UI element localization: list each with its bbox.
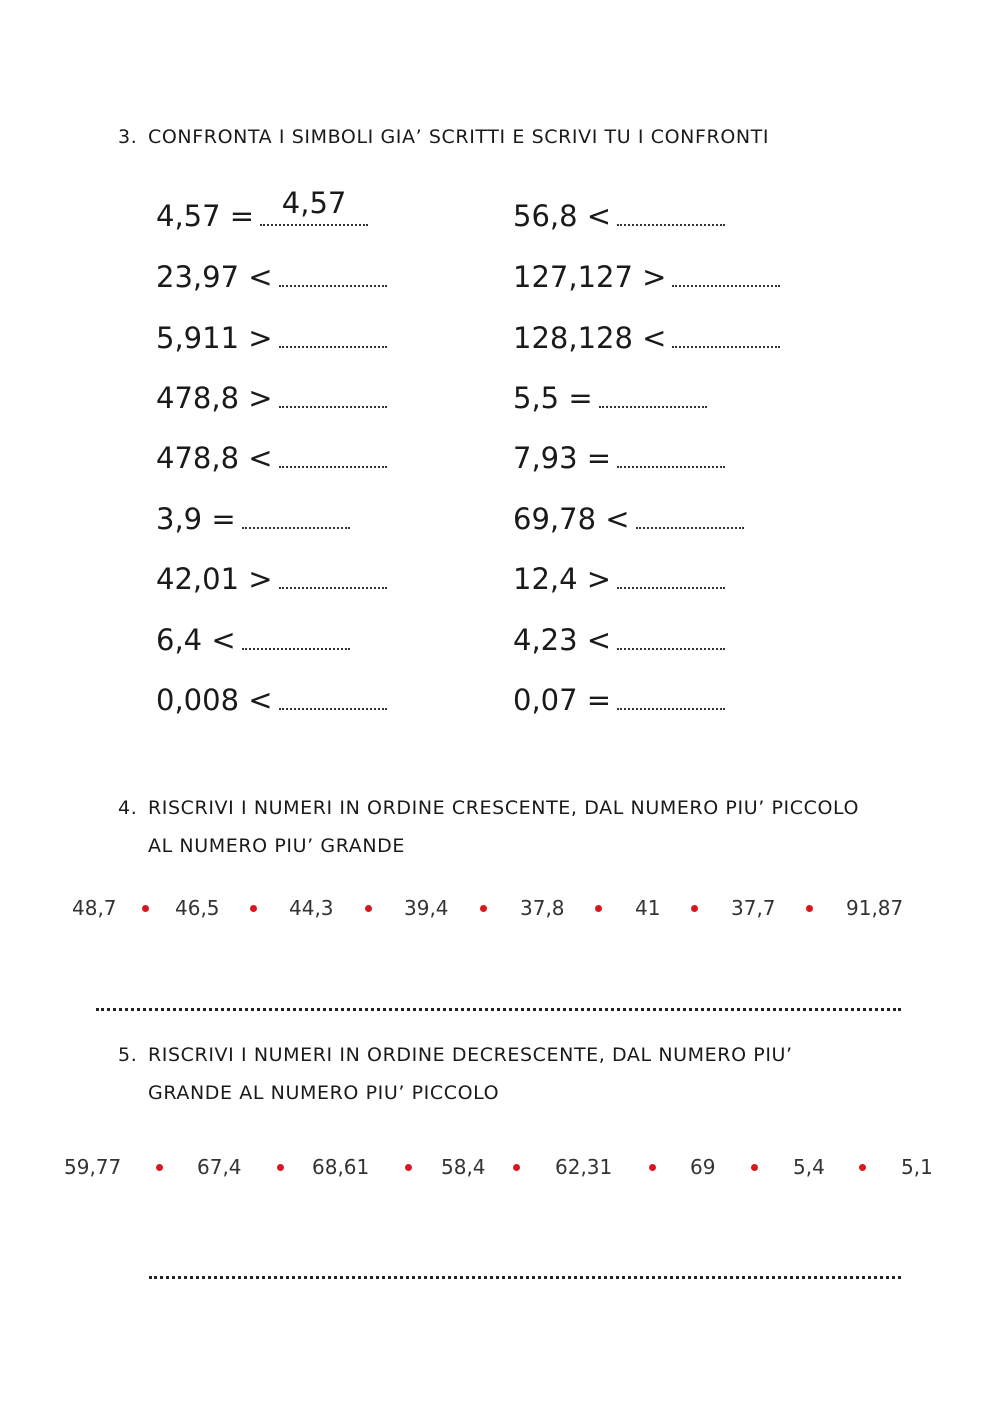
comparison-expression: 56,8 < (513, 199, 612, 233)
comparison-expression: 42,01 > (156, 562, 273, 596)
bullet-dot (405, 1164, 412, 1171)
exercise-5-title-line1: RISCRIVI I NUMERI IN ORDINE DECRESCENTE, DAL NUMERO PIU’ (148, 1044, 793, 1066)
bullet-dot (595, 905, 602, 912)
comparison-expression: 12,4 > (513, 562, 612, 596)
answer-blank (279, 378, 387, 408)
bullet-dot (250, 905, 257, 912)
exercise-4-title-line2: AL NUMERO PIU’ GRANDE (148, 835, 405, 857)
answer-input[interactable] (617, 551, 725, 585)
comparison-expression: 478,8 > (156, 381, 273, 415)
bullet-dot (277, 1164, 284, 1171)
comparison-row (513, 559, 725, 599)
comparison-row (156, 559, 387, 599)
exercise-4-title-line1: RISCRIVI I NUMERI IN ORDINE CRESCENTE, DAL NUMERO PIU’ PICCOLO (148, 797, 860, 819)
number-item: 5,4 (793, 1155, 825, 1179)
comparison-row (156, 318, 387, 358)
comparison-row (156, 499, 350, 539)
bullet-dot (365, 905, 372, 912)
comparison-expression: 5,5 = (513, 381, 593, 415)
bullet-dot (751, 1164, 758, 1171)
exercise-3-title: CONFRONTA I SIMBOLI GIA’ SCRITTI E SCRIVI TU I CONFRONTI (148, 126, 770, 148)
comparison-expression: 4,23 < (513, 623, 612, 657)
bullet-dot (859, 1164, 866, 1171)
answer-input[interactable] (599, 370, 707, 404)
answer-blank (672, 257, 780, 287)
comparison-row (513, 378, 707, 418)
exercise-4-answer-input[interactable] (96, 974, 905, 1004)
comparison-row (156, 620, 350, 660)
answer-blank (279, 559, 387, 589)
answer-blank (242, 620, 350, 650)
answer-input[interactable] (279, 249, 387, 283)
exercise-5-number-list (0, 1155, 1000, 1185)
exercise-3-heading (118, 118, 769, 156)
answer-blank (617, 559, 725, 589)
answer-input[interactable] (672, 310, 780, 344)
bullet-dot (156, 1164, 163, 1171)
answer-input[interactable] (260, 186, 368, 220)
comparison-row (156, 257, 387, 297)
comparison-expression: 0,07 = (513, 683, 612, 717)
exercise-4-number-list (0, 896, 1000, 926)
number-item: 58,4 (441, 1155, 486, 1179)
comparison-row (156, 196, 368, 236)
answer-input[interactable] (242, 491, 350, 525)
comparison-row (513, 318, 780, 358)
answer-input[interactable] (617, 430, 725, 464)
answer-input[interactable] (617, 612, 725, 646)
answer-input[interactable] (279, 310, 387, 344)
number-item: 39,4 (404, 896, 449, 920)
comparison-expression: 0,008 < (156, 683, 273, 717)
answer-blank (636, 499, 744, 529)
answer-input[interactable] (279, 672, 387, 706)
answer-input[interactable] (279, 370, 387, 404)
number-item: 37,8 (520, 896, 565, 920)
number-item: 68,61 (312, 1155, 370, 1179)
number-item: 37,7 (731, 896, 776, 920)
comparison-row (513, 438, 725, 478)
number-item: 67,4 (197, 1155, 242, 1179)
answer-blank (242, 499, 350, 529)
comparison-row (156, 438, 387, 478)
bullet-dot (691, 905, 698, 912)
number-item: 5,1 (901, 1155, 933, 1179)
number-item: 44,3 (289, 896, 334, 920)
comparison-row (513, 257, 780, 297)
number-item: 48,7 (72, 896, 117, 920)
answer-blank (279, 318, 387, 348)
comparison-expression: 7,93 = (513, 441, 612, 475)
exercise-4-number: 4. (118, 797, 138, 819)
exercise-4-answer-line (96, 1006, 901, 1011)
answer-blank (672, 318, 780, 348)
number-item: 62,31 (555, 1155, 613, 1179)
answer-blank (617, 620, 725, 650)
answer-input[interactable] (617, 188, 725, 222)
answer-blank (279, 257, 387, 287)
exercise-3-number: 3. (118, 126, 138, 148)
answer-input[interactable] (636, 491, 744, 525)
bullet-dot (649, 1164, 656, 1171)
bullet-dot (142, 905, 149, 912)
comparison-expression: 69,78 < (513, 502, 630, 536)
answer-input[interactable] (617, 672, 725, 706)
bullet-dot (480, 905, 487, 912)
exercise-4-heading (118, 789, 859, 865)
comparison-expression: 5,911 > (156, 321, 273, 355)
comparison-row (513, 620, 725, 660)
answer-input[interactable] (279, 551, 387, 585)
answer-blank (279, 680, 387, 710)
comparison-expression: 4,57 = (156, 199, 255, 233)
answer-blank (260, 196, 368, 226)
comparison-row (156, 378, 387, 418)
answer-blank (617, 438, 725, 468)
number-item: 91,87 (846, 896, 904, 920)
comparison-expression: 3,9 = (156, 502, 236, 536)
answer-input[interactable] (672, 249, 780, 283)
answer-input[interactable] (279, 430, 387, 464)
exercise-5-number: 5. (118, 1044, 138, 1066)
answer-blank (279, 438, 387, 468)
answer-blank (599, 378, 707, 408)
comparison-expression: 6,4 < (156, 623, 236, 657)
exercise-5-answer-input[interactable] (149, 1242, 905, 1272)
comparison-row (513, 499, 744, 539)
exercise-5-heading (118, 1036, 793, 1112)
comparison-expression: 127,127 > (513, 260, 667, 294)
comparison-row (513, 680, 725, 720)
comparison-expression: 478,8 < (156, 441, 273, 475)
comparison-row (156, 680, 387, 720)
exercise-5-answer-line (149, 1274, 901, 1279)
bullet-dot (806, 905, 813, 912)
comparison-row (513, 196, 725, 236)
number-item: 59,77 (64, 1155, 122, 1179)
number-item: 46,5 (175, 896, 220, 920)
comparison-expression: 23,97 < (156, 260, 273, 294)
answer-input[interactable] (242, 612, 350, 646)
number-item: 69 (690, 1155, 716, 1179)
number-item: 41 (635, 896, 661, 920)
answer-blank (617, 680, 725, 710)
comparison-expression: 128,128 < (513, 321, 667, 355)
bullet-dot (513, 1164, 520, 1171)
answer-blank (617, 196, 725, 226)
exercise-5-title-line2: GRANDE AL NUMERO PIU’ PICCOLO (148, 1082, 500, 1104)
